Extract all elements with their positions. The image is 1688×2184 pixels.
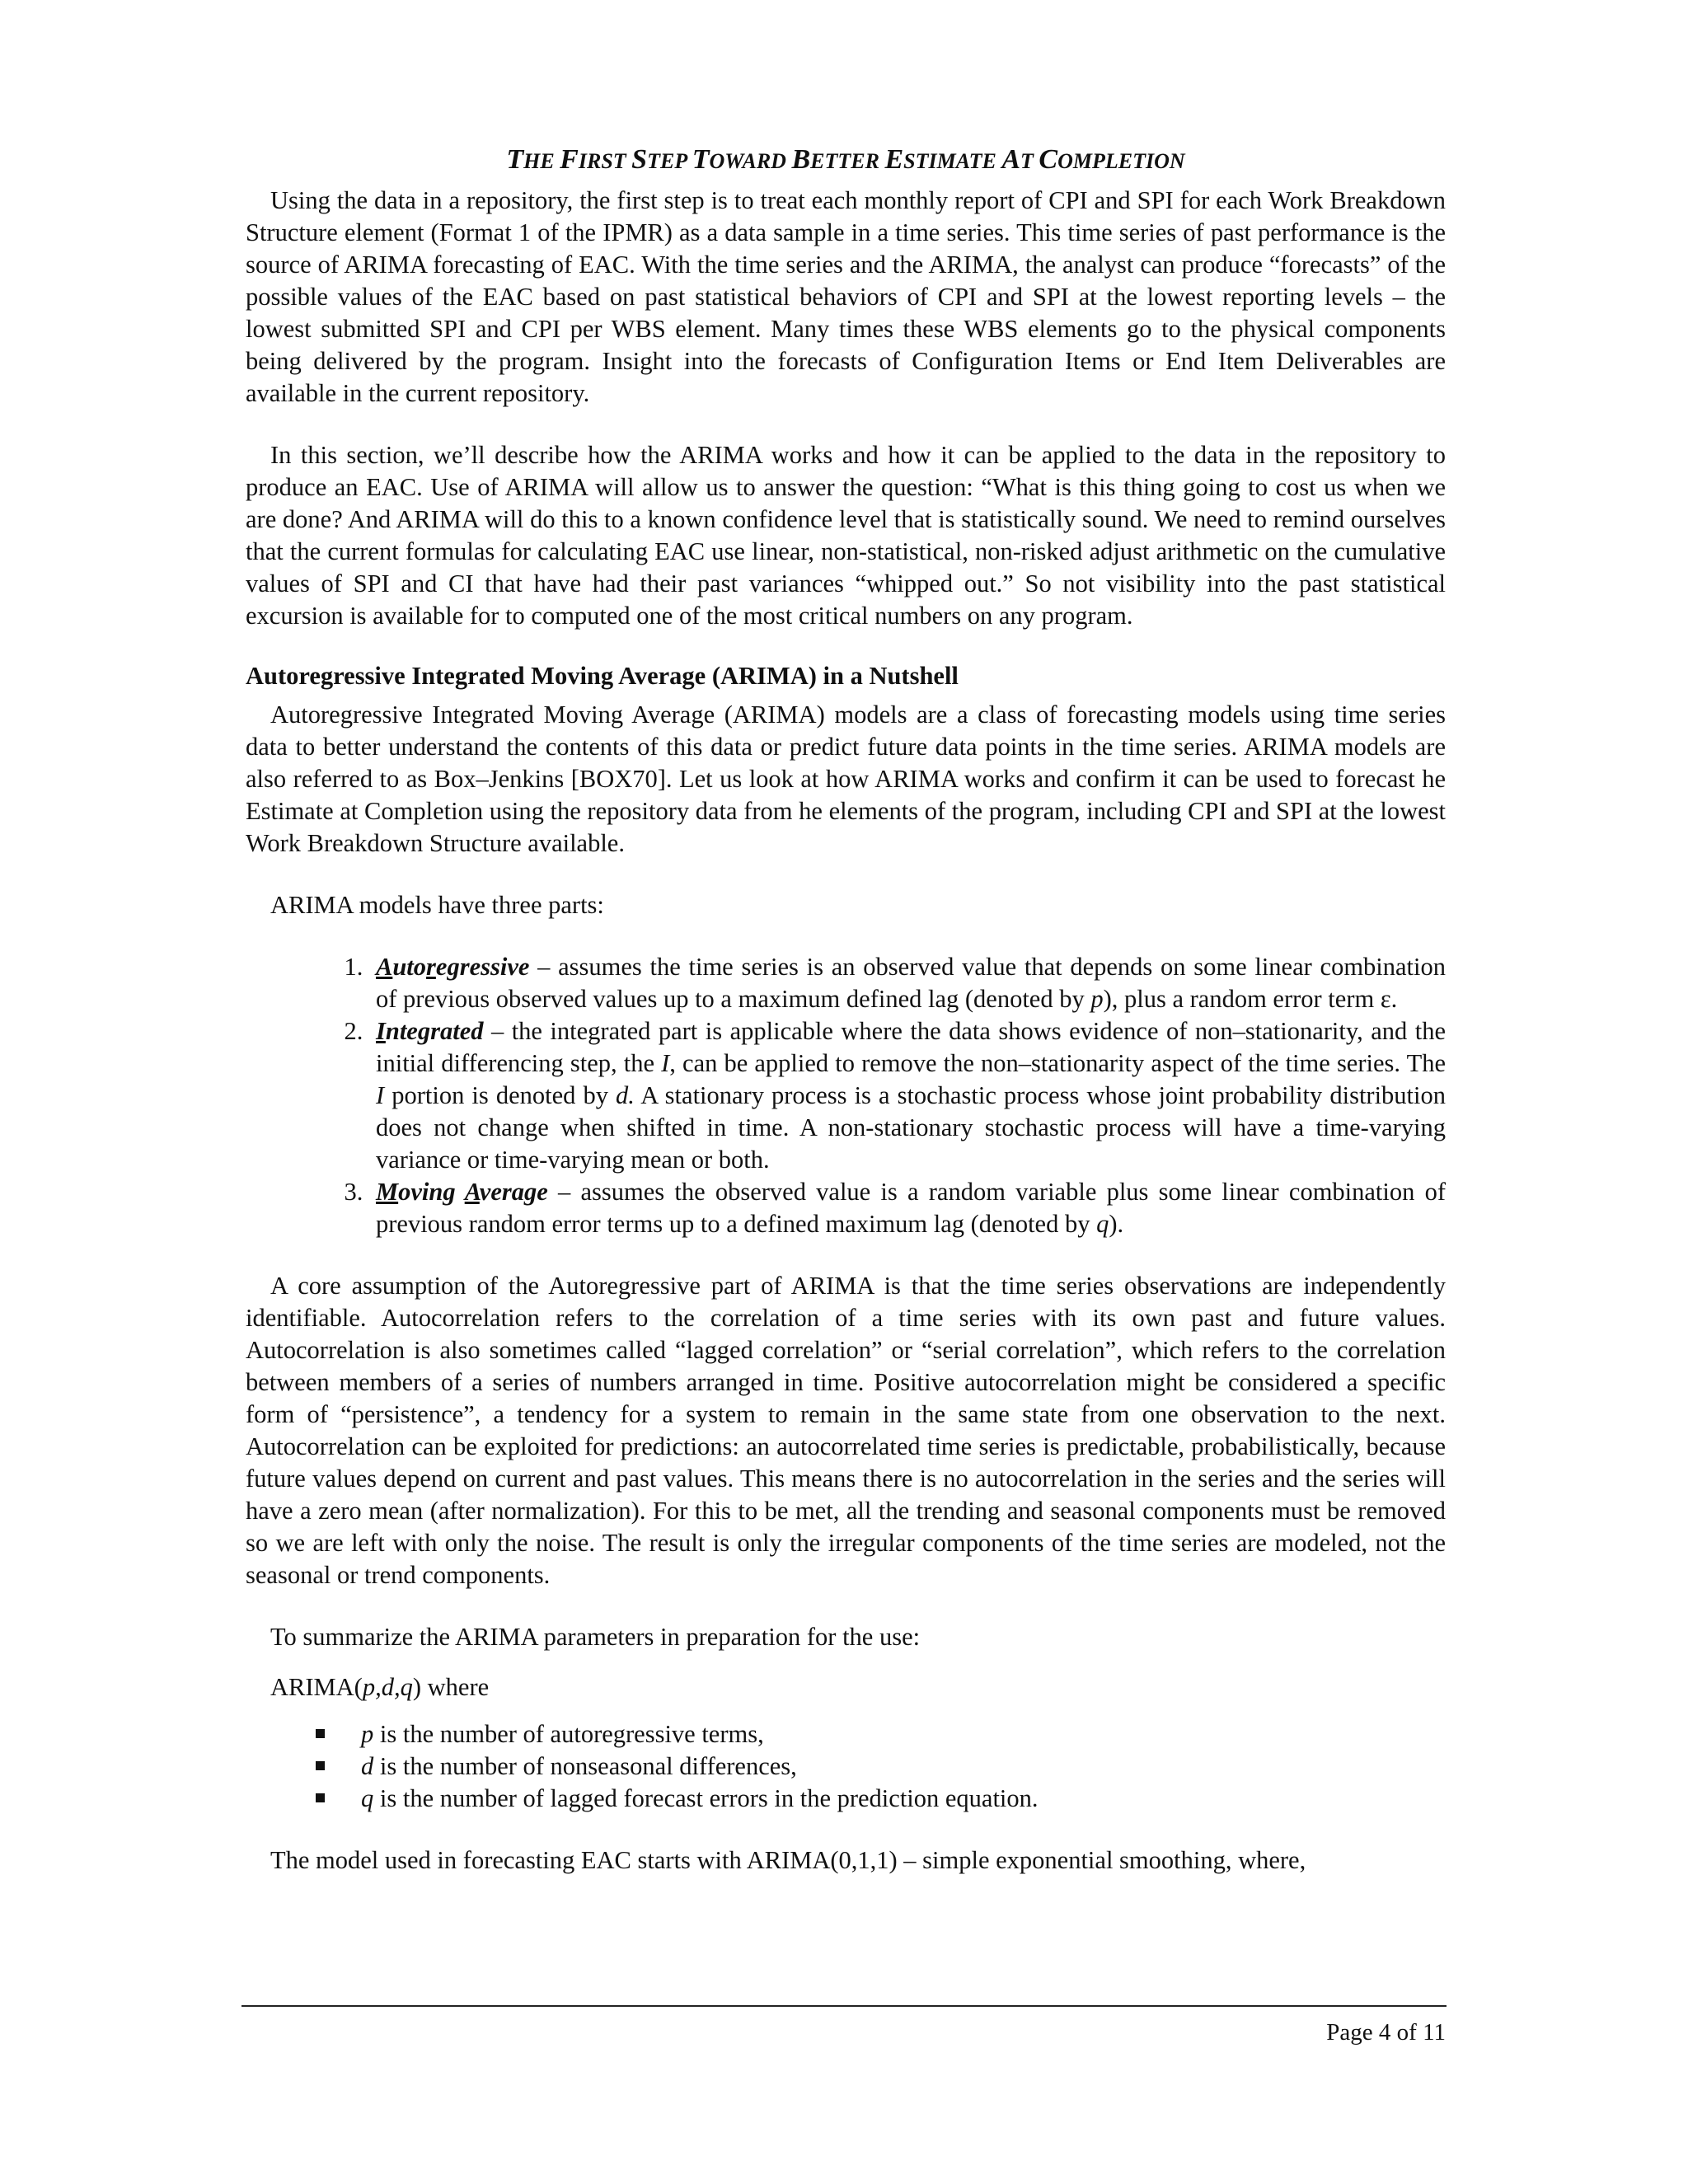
arima-notation: ARIMA(p,d,q) where bbox=[270, 1673, 490, 1701]
footer-divider bbox=[241, 2005, 1447, 2007]
arima-parts-list bbox=[246, 951, 1446, 1240]
term-integrated: Integrated bbox=[376, 1017, 484, 1045]
list-item-autoregressive: 1. Autoregressive – assumes the time series is an observed value that depends on some linear combination of previous observed values up to a maximum defined lag (denoted by p), plus a random error term ε. bbox=[369, 951, 1446, 1015]
term-autoregressive: Autoregressive bbox=[376, 953, 530, 981]
square-bullet-icon bbox=[316, 1761, 325, 1770]
square-bullet-icon bbox=[316, 1793, 325, 1802]
paragraph-section-overview: In this section, we’ll describe how the ARIMA works and how it can be applied to the data in the repository to produce an EAC. Use of ARIMA will allow us to answer the question: “What is this thing going to cost us when we are done? And ARIMA will do this to a known confidence level that is statistically sound. We need to remind ourselves that the current formulas for calculating EAC use linear, non-statistical, non-risked adjust arithmetic on the cumulative values of SPI and CI that have had their past variances “whipped out.” So not visibility into the past statistical excursion is available for to computed one of the most critical numbers on any program. bbox=[246, 441, 1446, 630]
paragraph-three-parts: ARIMA models have three parts: bbox=[270, 891, 604, 919]
page-content bbox=[246, 142, 1446, 1877]
paragraph-arima-definition: Autoregressive Integrated Moving Average (ARIMA) models are a class of forecasting models using time series data to better understand the contents of this data or predict future data points in the time series. ARIMA models are also referred to as Box–Jenkins [BOX70]. Let us look at how ARIMA works and confirm it can be used to forecast he Estimate at Completion using the repository data from he elements of the program, including CPI and SPI at the lowest Work Breakdown Structure available. bbox=[246, 701, 1446, 857]
list-item-p: p is the number of autoregressive terms, bbox=[361, 1718, 1446, 1750]
list-item-integrated: 2. Integrated – the integrated part is applicable where the data shows evidence of non–stationarity, and the initial differencing step, the I, can be applied to remove the non–stationarity aspect of the time series. The I portion is denoted by d. A stationary process is a stochastic process whose joint probability distribution does not change when shifted in time. A non-stationary stochastic process will have a time-varying variance or time-varying mean or both. bbox=[369, 1015, 1446, 1176]
paragraph-summary-intro: To summarize the ARIMA parameters in preparation for the use: bbox=[270, 1623, 921, 1651]
list-item-d: d is the number of nonseasonal differences, bbox=[361, 1750, 1446, 1783]
square-bullet-icon bbox=[316, 1729, 325, 1738]
page-title: THE FIRST STEP TOWARD BETTER ESTIMATE AT COMPLETION bbox=[506, 144, 1185, 175]
section-heading: Autoregressive Integrated Moving Average (ARIMA) in a Nutshell bbox=[246, 662, 959, 690]
paragraph-intro: Using the data in a repository, the first step is to treat each monthly report of CPI and SPI for each Work Breakdown Structure element (Format 1 of the IPMR) as a data sample in a time series. This time series of past performance is the source of ARIMA forecasting of EAC. With the time series and the ARIMA, the analyst can produce “forecasts” of the possible values of the EAC based on past statistical behaviors of CPI and SPI at the lowest reporting levels – the lowest submitted SPI and CPI per WBS element. Many times these WBS elements go to the physical components being delivered by the program. Insight into the forecasts of Configuration Items or End Item Deliverables are available in the current repository. bbox=[246, 186, 1446, 407]
page-number: Page 4 of 11 bbox=[1326, 2019, 1446, 2046]
list-item-moving-average: 3. Moving Average – assumes the observed value is a random variable plus some linear combination of previous random error terms up to a defined maximum lag (denoted by q). bbox=[369, 1176, 1446, 1240]
parameter-list bbox=[246, 1718, 1446, 1815]
paragraph-autocorrelation: A core assumption of the Autoregressive part of ARIMA is that the time series observations are independently identifiable. Autocorrelation refers to the correlation of a time series with its own past and future values. Autocorrelation is also sometimes called “lagged correlation” or “serial correlation”, which refers to the correlation between members of a series of numbers arranged in time. Positive autocorrelation might be considered a specific form of “persistence”, a tendency for a system to remain in the same state from one observation to the next. Autocorrelation can be exploited for predictions: an autocorrelated time series is predictable, probabilistically, because future values depend on current and past values. This means there is no autocorrelation in the series and the series will have a zero mean (after normalization). For this to be met, all the trending and seasonal components must be removed so we are left with only the noise. The result is only the irregular components of the time series are modeled, not the seasonal or trend components. bbox=[246, 1272, 1446, 1589]
paragraph-model-used: The model used in forecasting EAC starts with ARIMA(0,1,1) – simple exponential smoothing, where, bbox=[270, 1846, 1306, 1874]
list-item-q: q is the number of lagged forecast errors in the prediction equation. bbox=[361, 1783, 1446, 1815]
term-moving-average: Moving Average bbox=[376, 1178, 548, 1206]
